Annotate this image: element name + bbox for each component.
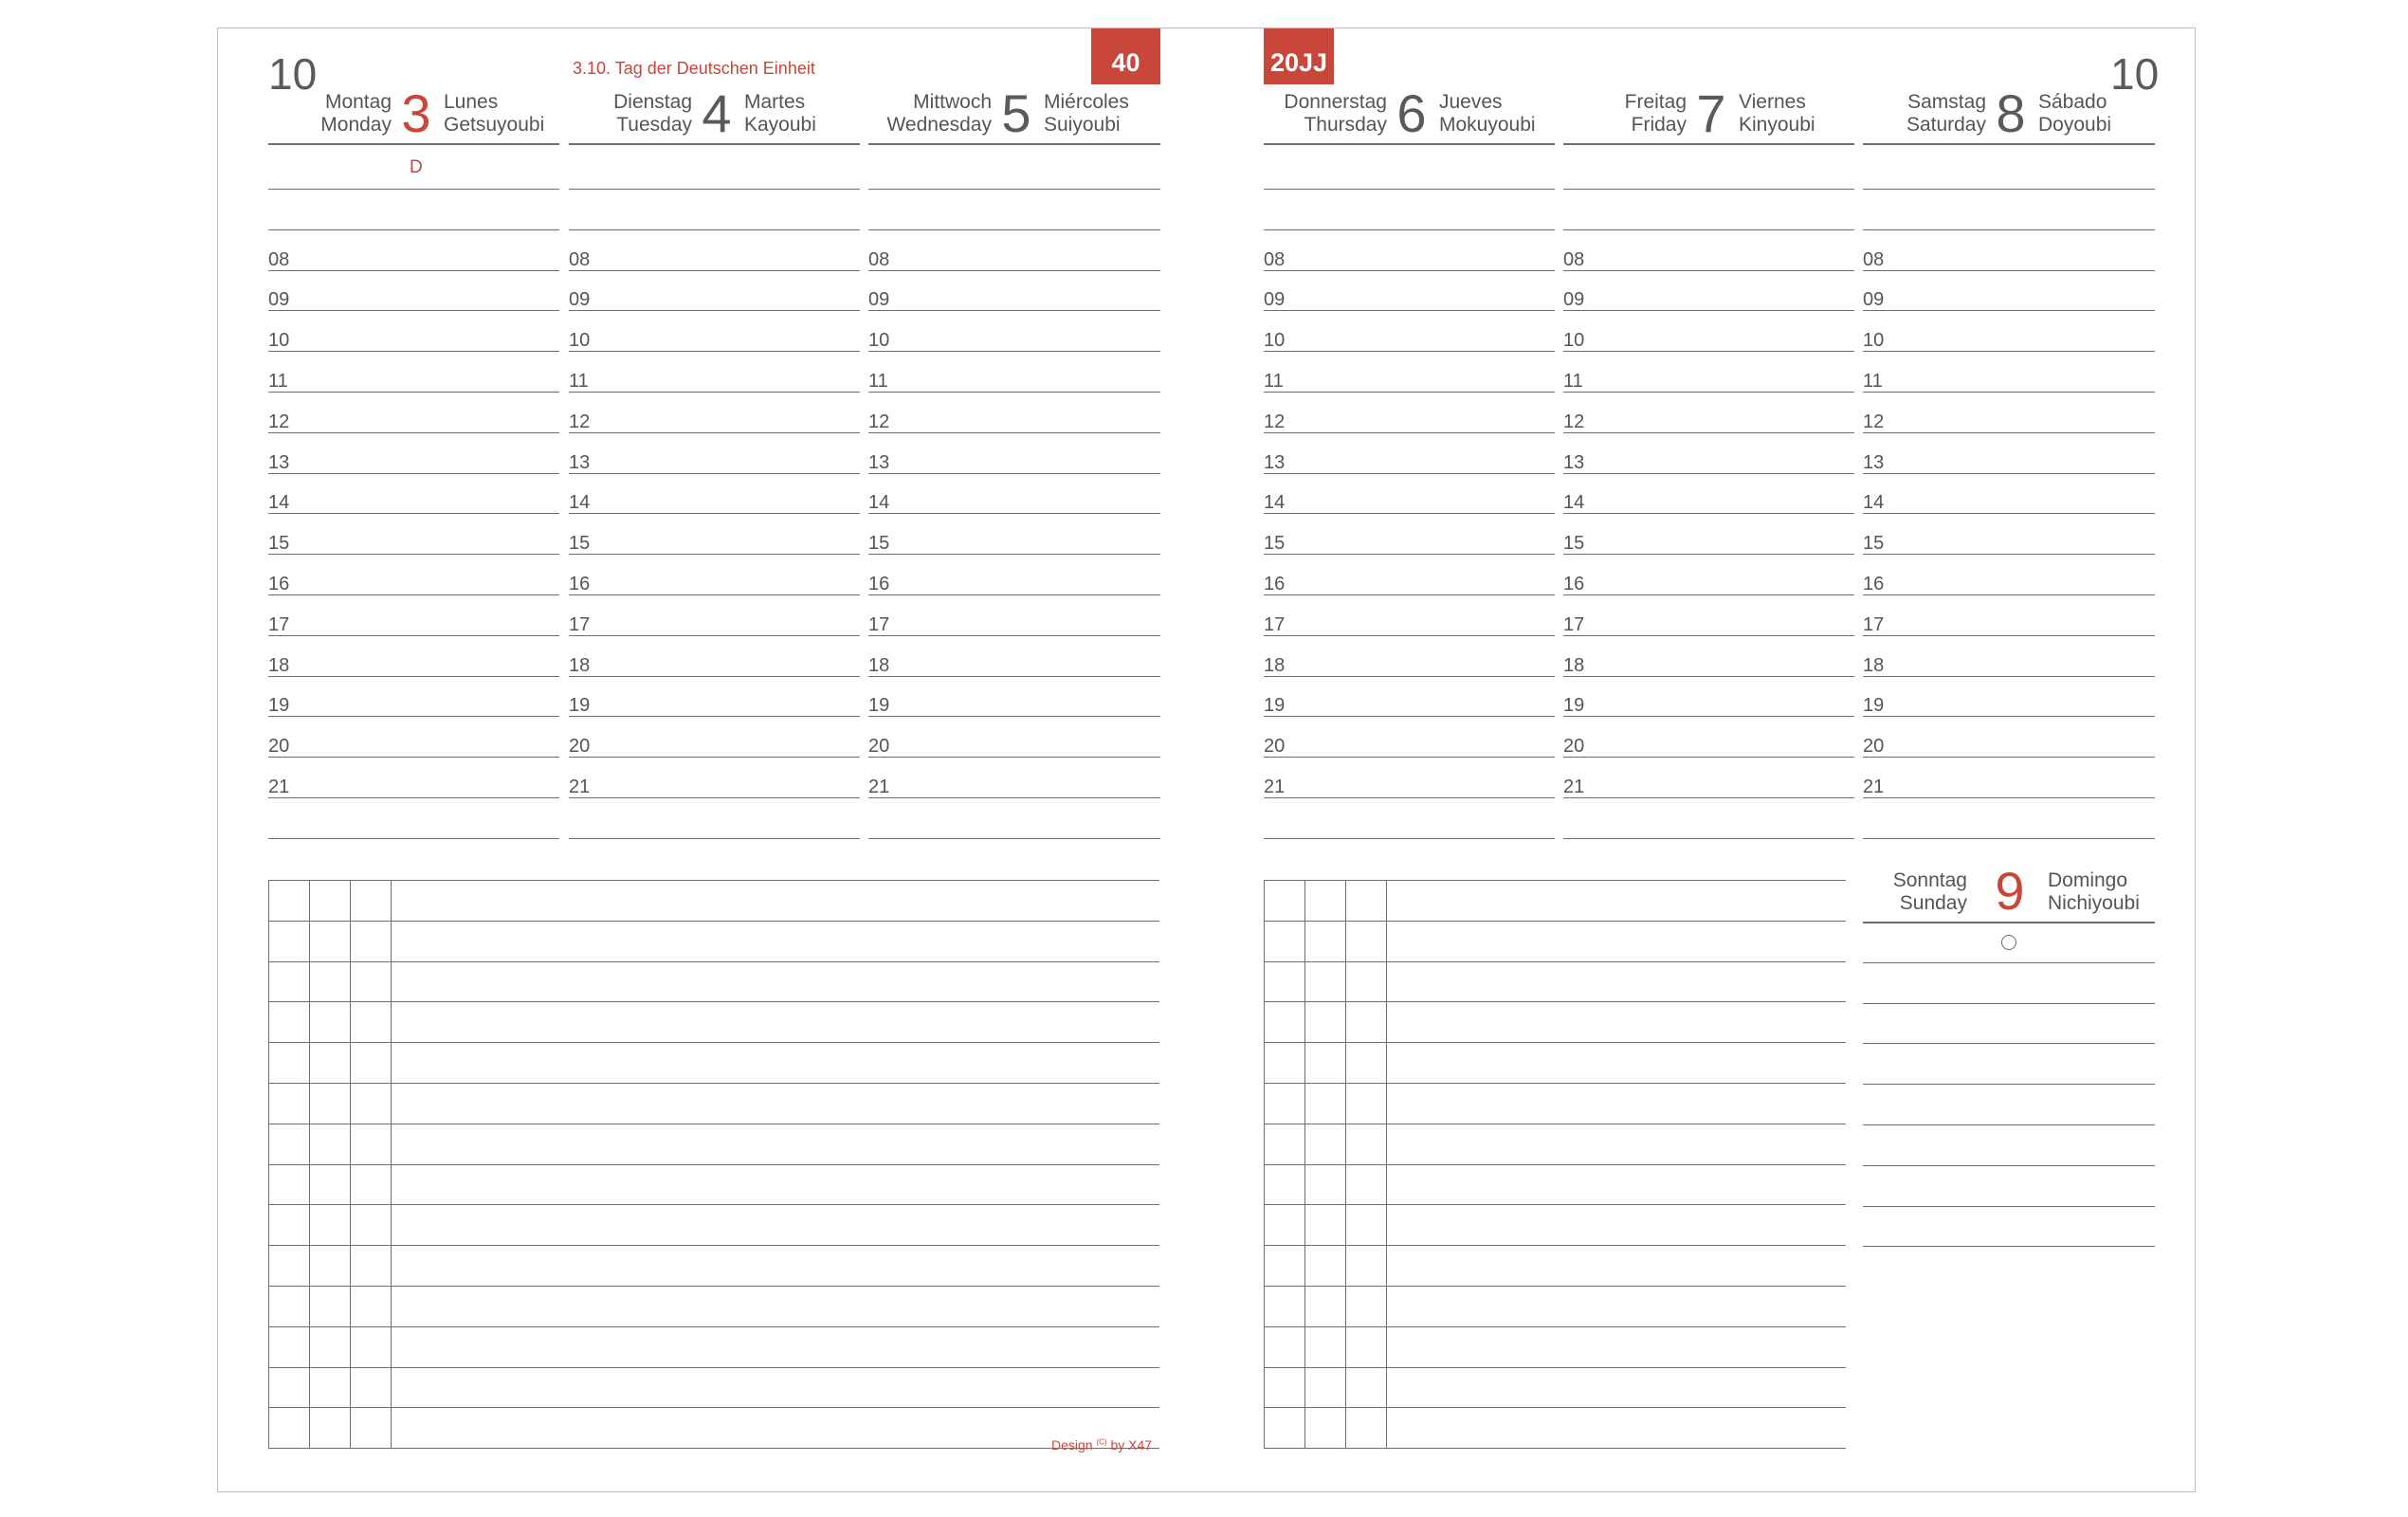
left-day-0-number: 3 <box>401 83 431 143</box>
left-notes-row-line <box>268 1164 1159 1165</box>
right-day-0-line <box>1264 473 1555 474</box>
right-day-1-hour-label: 10 <box>1563 330 1585 352</box>
left-day-1-hour-label: 18 <box>569 654 591 676</box>
right-day-1-hour-label: 20 <box>1563 736 1585 758</box>
right-day-1-hour-label: 19 <box>1563 695 1585 717</box>
right-day-0-hour-label: 18 <box>1264 654 1286 676</box>
left-notes-row-line <box>268 921 1159 922</box>
left-day-0-line <box>268 838 559 839</box>
right-day-2-hour-label: 08 <box>1863 248 1885 270</box>
right-day-0-number: 6 <box>1396 83 1427 143</box>
right-day-1-line <box>1563 229 1854 230</box>
sunday-name-en: Sunday <box>1899 892 1967 914</box>
left-notes-column-line <box>391 880 392 1448</box>
right-day-0-hour-label: 16 <box>1264 574 1286 594</box>
left-day-2-hour-label: 09 <box>868 289 890 311</box>
left-day-0-hour-label: 19 <box>268 695 290 717</box>
left-day-1-hour-label: 13 <box>569 451 591 473</box>
left-notes-row-line <box>268 1448 1159 1449</box>
right-notes-row-line <box>1264 1204 1846 1205</box>
left-day-2-name-es: Miércoles <box>1044 91 1129 113</box>
right-day-1-name-de: Freitag <box>1624 91 1687 113</box>
left-day-1-line <box>569 635 860 636</box>
right-day-2-hour-label: 13 <box>1863 451 1885 473</box>
left-day-0-hour-label: 11 <box>268 371 288 392</box>
left-day-0-hour-label: 12 <box>268 411 290 432</box>
left-day-0-line <box>268 473 559 474</box>
left-day-2-line <box>868 229 1160 230</box>
right-day-2-hour-label: 15 <box>1863 533 1885 555</box>
left-day-0-mark: D <box>410 157 423 177</box>
left-day-1-hour-label: 08 <box>569 248 591 270</box>
right-day-0-line <box>1264 513 1555 514</box>
right-day-0-hour-label: 14 <box>1264 492 1286 514</box>
left-notes-row-line <box>268 1083 1159 1084</box>
right-day-1-line <box>1563 513 1854 514</box>
left-day-2-line <box>868 473 1160 474</box>
left-day-1-line <box>569 513 860 514</box>
right-day-2-line <box>1863 473 2155 474</box>
left-day-1-line <box>569 270 860 271</box>
left-day-1-name-de: Dienstag <box>613 91 692 113</box>
right-day-1-hour-label: 18 <box>1563 654 1585 676</box>
right-notes-row-line <box>1264 1164 1846 1165</box>
right-notes-column-line <box>1386 880 1387 1448</box>
right-day-1-line <box>1563 189 1854 190</box>
left-day-0-line <box>268 554 559 555</box>
sunday-line <box>1863 1124 2155 1125</box>
right-notes-row-line <box>1264 1407 1846 1408</box>
left-day-2-line <box>868 189 1160 190</box>
right-day-1-line <box>1563 554 1854 555</box>
left-day-0-line <box>268 310 559 311</box>
right-day-1-line <box>1563 310 1854 311</box>
sunday-header-rule <box>1863 922 2155 923</box>
sunday-line <box>1863 1165 2155 1166</box>
right-day-2-line <box>1863 392 2155 393</box>
right-day-1-line <box>1563 392 1854 393</box>
left-day-1-hour-label: 14 <box>569 492 591 514</box>
left-day-2-hour-label: 08 <box>868 248 890 270</box>
left-day-1-hour-label: 11 <box>569 371 589 392</box>
right-notes-row-line <box>1264 1083 1846 1084</box>
left-day-2-line <box>868 310 1160 311</box>
left-day-1-hour-label: 19 <box>569 695 591 717</box>
right-day-1-line <box>1563 270 1854 271</box>
right-day-2-hour-label: 10 <box>1863 330 1885 352</box>
right-notes-row-line <box>1264 1286 1846 1287</box>
left-day-0-hour-label: 09 <box>268 289 290 311</box>
left-day-1-line <box>569 310 860 311</box>
left-day-1-line <box>569 797 860 798</box>
left-day-2-hour-label: 16 <box>868 574 890 594</box>
left-day-1-line <box>569 351 860 352</box>
right-day-2-line <box>1863 594 2155 595</box>
left-day-2-hour-label: 14 <box>868 492 890 514</box>
left-day-1-line <box>569 432 860 433</box>
right-day-1-line <box>1563 635 1854 636</box>
right-day-0-name-jp: Mokuyoubi <box>1439 114 1536 136</box>
sunday-name-jp: Nichiyoubi <box>2048 892 2140 914</box>
left-day-0-header-rule <box>268 143 559 145</box>
left-day-0-hour-label: 15 <box>268 533 290 555</box>
holiday-note: 3.10. Tag der Deutschen Einheit <box>573 59 815 78</box>
left-day-2-line <box>868 635 1160 636</box>
sunday-line <box>1863 962 2155 963</box>
left-day-0-line <box>268 635 559 636</box>
left-day-0-name-es: Lunes <box>444 91 499 113</box>
left-day-1-name-en: Tuesday <box>616 114 692 136</box>
left-notes-row-line <box>268 1245 1159 1246</box>
year-label: 20JJ <box>1269 48 1328 77</box>
right-day-2-name-jp: Doyoubi <box>2038 114 2112 136</box>
right-notes-column-line <box>1264 880 1265 1448</box>
credit-copyright: (C) <box>1096 1437 1107 1447</box>
left-day-0-line <box>268 351 559 352</box>
left-day-0-name-en: Monday <box>320 114 392 136</box>
sunday-name-de: Sonntag <box>1892 869 1967 891</box>
right-day-2-line <box>1863 757 2155 758</box>
right-day-1-header-rule <box>1563 143 1854 145</box>
right-day-2-hour-label: 12 <box>1863 411 1885 432</box>
right-day-0-hour-label: 13 <box>1264 451 1286 473</box>
right-day-2-line <box>1863 716 2155 717</box>
right-notes-row-line <box>1264 1367 1846 1368</box>
right-day-0-line <box>1264 797 1555 798</box>
left-notes-row-line <box>268 1042 1159 1043</box>
right-day-1-hour-label: 15 <box>1563 533 1585 555</box>
left-day-2-name-de: Mittwoch <box>913 91 992 113</box>
right-day-0-line <box>1264 594 1555 595</box>
right-day-1-hour-label: 16 <box>1563 574 1585 594</box>
left-notes-column-line <box>268 880 269 1448</box>
year-tab <box>1264 28 1334 84</box>
right-day-2-line <box>1863 229 2155 230</box>
right-day-1-line <box>1563 351 1854 352</box>
left-day-2-line <box>868 757 1160 758</box>
right-day-1-line <box>1563 797 1854 798</box>
right-day-1-hour-label: 17 <box>1563 613 1585 635</box>
right-day-2-line <box>1863 635 2155 636</box>
left-day-2-hour-label: 11 <box>868 371 888 392</box>
right-day-2-line <box>1863 838 2155 839</box>
right-notes-column-line <box>1304 880 1305 1448</box>
right-day-0-line <box>1264 310 1555 311</box>
left-day-2-line <box>868 392 1160 393</box>
new-moon-icon <box>2001 935 2016 950</box>
left-day-0-hour-label: 21 <box>268 777 290 797</box>
left-day-2-hour-label: 17 <box>868 613 890 635</box>
left-day-1-header-rule <box>569 143 860 145</box>
sunday-line <box>1863 1206 2155 1207</box>
left-day-1-hour-label: 09 <box>569 289 591 311</box>
right-day-0-hour-label: 08 <box>1264 248 1286 270</box>
right-day-1-line <box>1563 594 1854 595</box>
right-day-2-line <box>1863 310 2155 311</box>
left-day-1-hour-label: 16 <box>569 574 591 594</box>
left-day-1-line <box>569 757 860 758</box>
left-day-2-line <box>868 676 1160 677</box>
credit-suffix: by X47 <box>1110 1437 1153 1453</box>
left-day-1-name-jp: Kayoubi <box>744 114 816 136</box>
left-day-1-name-es: Martes <box>744 91 806 113</box>
left-day-2-line <box>868 351 1160 352</box>
right-day-0-line <box>1264 229 1555 230</box>
left-month-number: 10 <box>268 49 318 99</box>
right-day-1-line <box>1563 716 1854 717</box>
left-day-1-hour-label: 10 <box>569 330 591 352</box>
sunday-day-number: 9 <box>1995 861 2025 921</box>
left-notes-row-line <box>268 1286 1159 1287</box>
sunday-line <box>1863 1084 2155 1085</box>
right-day-1-hour-label: 13 <box>1563 451 1585 473</box>
left-day-2-hour-label: 20 <box>868 736 890 758</box>
left-day-0-line <box>268 594 559 595</box>
left-day-2-hour-label: 18 <box>868 654 890 676</box>
left-day-2-hour-label: 15 <box>868 533 890 555</box>
left-day-2-line <box>868 513 1160 514</box>
left-day-0-hour-label: 16 <box>268 574 290 594</box>
right-day-0-line <box>1264 392 1555 393</box>
left-day-0-line <box>268 716 559 717</box>
left-notes-column-line <box>309 880 310 1448</box>
right-day-0-hour-label: 20 <box>1264 736 1286 758</box>
left-day-2-number: 5 <box>1001 83 1031 143</box>
right-notes-row-line <box>1264 1448 1846 1449</box>
right-notes-row-line <box>1264 961 1846 962</box>
right-day-1-line <box>1563 676 1854 677</box>
left-day-2-hour-label: 13 <box>868 451 890 473</box>
left-notes-row-line <box>268 1326 1159 1327</box>
left-day-2-line <box>868 838 1160 839</box>
right-notes-row-line <box>1264 1001 1846 1002</box>
right-day-2-line <box>1863 351 2155 352</box>
right-day-2-line <box>1863 270 2155 271</box>
left-day-1-hour-label: 17 <box>569 613 591 635</box>
left-day-1-hour-label: 15 <box>569 533 591 555</box>
left-notes-row-line <box>268 1204 1159 1205</box>
sunday-line <box>1863 1246 2155 1247</box>
right-day-2-line <box>1863 554 2155 555</box>
right-day-0-line <box>1264 351 1555 352</box>
left-day-0-hour-label: 10 <box>268 330 290 352</box>
left-day-0-line <box>268 189 559 190</box>
left-day-0-hour-label: 17 <box>268 613 290 635</box>
right-day-2-line <box>1863 189 2155 190</box>
right-day-1-line <box>1563 838 1854 839</box>
left-day-1-number: 4 <box>702 83 732 143</box>
left-notes-row-line <box>268 961 1159 962</box>
right-notes-column-line <box>1345 880 1346 1448</box>
right-day-2-hour-label: 18 <box>1863 654 1885 676</box>
left-day-1-line <box>569 189 860 190</box>
right-day-2-name-en: Saturday <box>1906 114 1986 136</box>
left-day-0-line <box>268 513 559 514</box>
right-day-0-header-rule <box>1264 143 1555 145</box>
right-day-0-line <box>1264 716 1555 717</box>
right-day-0-hour-label: 10 <box>1264 330 1286 352</box>
left-day-2-hour-label: 21 <box>868 777 890 797</box>
left-day-2-line <box>868 594 1160 595</box>
right-day-2-name-es: Sábado <box>2038 91 2107 113</box>
sunday-line <box>1863 1043 2155 1044</box>
right-day-1-line <box>1563 432 1854 433</box>
right-day-2-hour-label: 21 <box>1863 777 1885 797</box>
right-day-0-line <box>1264 432 1555 433</box>
right-day-0-line <box>1264 189 1555 190</box>
right-day-0-hour-label: 11 <box>1264 371 1284 392</box>
right-day-1-hour-label: 14 <box>1563 492 1585 514</box>
right-day-2-hour-label: 11 <box>1863 371 1883 392</box>
right-notes-row-line <box>1264 1245 1846 1246</box>
left-day-0-hour-label: 18 <box>268 654 290 676</box>
right-day-1-hour-label: 12 <box>1563 411 1585 432</box>
left-day-2-line <box>868 432 1160 433</box>
left-day-0-line <box>268 757 559 758</box>
left-day-0-hour-label: 20 <box>268 736 290 758</box>
left-day-0-line <box>268 432 559 433</box>
left-day-1-line <box>569 594 860 595</box>
right-day-2-hour-label: 09 <box>1863 289 1885 311</box>
left-day-1-line <box>569 716 860 717</box>
right-day-0-name-de: Donnerstag <box>1284 91 1387 113</box>
left-day-2-hour-label: 10 <box>868 330 890 352</box>
right-day-1-number: 7 <box>1696 83 1726 143</box>
right-day-2-hour-label: 14 <box>1863 492 1885 514</box>
left-day-1-line <box>569 676 860 677</box>
left-day-1-hour-label: 12 <box>569 411 591 432</box>
week-number-tab <box>1091 28 1160 84</box>
right-day-0-name-es: Jueves <box>1439 91 1503 113</box>
week-number: 40 <box>1111 48 1140 77</box>
right-day-2-hour-label: 19 <box>1863 695 1885 717</box>
left-day-2-line <box>868 716 1160 717</box>
right-day-0-line <box>1264 635 1555 636</box>
right-notes-row-line <box>1264 1326 1846 1327</box>
right-day-0-hour-label: 19 <box>1264 695 1286 717</box>
right-day-1-line <box>1563 473 1854 474</box>
right-day-0-line <box>1264 838 1555 839</box>
right-day-2-line <box>1863 432 2155 433</box>
left-day-1-line <box>569 392 860 393</box>
left-day-0-hour-label: 08 <box>268 248 290 270</box>
right-day-1-hour-label: 08 <box>1563 248 1585 270</box>
right-day-2-line <box>1863 676 2155 677</box>
left-day-2-line <box>868 797 1160 798</box>
right-notes-row-line <box>1264 1042 1846 1043</box>
left-day-0-name-de: Montag <box>324 91 392 113</box>
page-frame <box>217 27 2196 1492</box>
left-notes-row-line <box>268 1001 1159 1002</box>
right-day-2-line <box>1863 513 2155 514</box>
right-notes-row-line <box>1264 880 1846 881</box>
left-day-2-line <box>868 270 1160 271</box>
right-day-2-name-de: Samstag <box>1907 91 1986 113</box>
left-notes-row-line <box>268 1367 1159 1368</box>
right-day-2-line <box>1863 797 2155 798</box>
right-day-0-line <box>1264 757 1555 758</box>
left-notes-row-line <box>268 880 1159 881</box>
credit-prefix: Design <box>1051 1437 1093 1453</box>
right-day-0-hour-label: 21 <box>1264 777 1286 797</box>
left-day-2-name-jp: Suiyoubi <box>1044 114 1121 136</box>
right-day-2-number: 8 <box>1996 83 2026 143</box>
left-notes-column-line <box>350 880 351 1448</box>
right-day-0-hour-label: 12 <box>1264 411 1286 432</box>
left-notes-row-line <box>268 1407 1159 1408</box>
left-day-0-hour-label: 13 <box>268 451 290 473</box>
left-day-1-line <box>569 554 860 555</box>
right-month-number: 10 <box>2110 49 2160 99</box>
left-day-2-hour-label: 12 <box>868 411 890 432</box>
right-day-1-hour-label: 11 <box>1563 371 1583 392</box>
left-day-0-line <box>268 270 559 271</box>
right-day-0-line <box>1264 270 1555 271</box>
left-day-1-line <box>569 838 860 839</box>
right-day-2-hour-label: 16 <box>1863 574 1885 594</box>
left-day-2-line <box>868 554 1160 555</box>
right-day-0-line <box>1264 676 1555 677</box>
left-day-0-hour-label: 14 <box>268 492 290 514</box>
left-day-2-hour-label: 19 <box>868 695 890 717</box>
right-day-1-name-en: Friday <box>1631 114 1687 136</box>
right-day-1-name-jp: Kinyoubi <box>1739 114 1815 136</box>
left-day-2-header-rule <box>868 143 1160 145</box>
right-day-0-hour-label: 09 <box>1264 289 1286 311</box>
sunday-line <box>1863 1003 2155 1004</box>
left-day-0-line <box>268 229 559 230</box>
right-day-0-hour-label: 17 <box>1264 613 1286 635</box>
left-day-1-hour-label: 20 <box>569 736 591 758</box>
right-day-1-hour-label: 21 <box>1563 777 1585 797</box>
right-day-0-hour-label: 15 <box>1264 533 1286 555</box>
right-day-2-header-rule <box>1863 143 2155 145</box>
right-day-1-hour-label: 09 <box>1563 289 1585 311</box>
right-day-2-hour-label: 17 <box>1863 613 1885 635</box>
right-notes-row-line <box>1264 921 1846 922</box>
left-day-2-name-en: Wednesday <box>886 114 992 136</box>
left-day-0-name-jp: Getsuyoubi <box>444 114 545 136</box>
left-day-1-hour-label: 21 <box>569 777 591 797</box>
left-day-1-line <box>569 473 860 474</box>
right-day-0-line <box>1264 554 1555 555</box>
right-day-1-line <box>1563 757 1854 758</box>
right-day-1-name-es: Viernes <box>1739 91 1806 113</box>
left-day-0-line <box>268 797 559 798</box>
sunday-name-es: Domingo <box>2048 869 2128 891</box>
right-day-0-name-en: Thursday <box>1304 114 1387 136</box>
left-day-1-line <box>569 229 860 230</box>
left-day-0-line <box>268 392 559 393</box>
design-credit <box>1051 1438 1152 1452</box>
right-day-2-hour-label: 20 <box>1863 736 1885 758</box>
left-day-0-line <box>268 676 559 677</box>
